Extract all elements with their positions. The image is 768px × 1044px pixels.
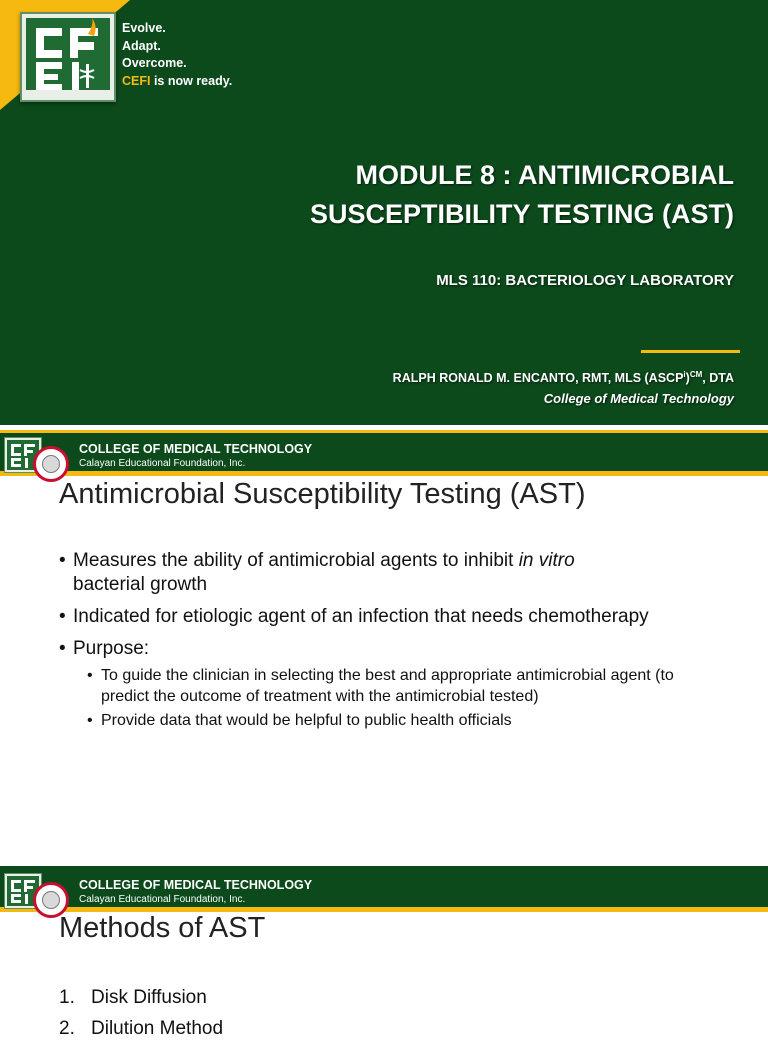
tagline-adapt: Adapt.: [122, 38, 161, 53]
bullet1-text: Measures the ability of antimicrobial agents to inhibit: [73, 550, 519, 571]
bullet-purpose: • Purpose:: [59, 637, 749, 661]
author-sup1: i: [683, 370, 686, 379]
gold-divider: [641, 350, 740, 353]
slide3-heading: Methods of AST: [59, 912, 266, 944]
band-title: COLLEGE OF MEDICAL TECHNOLOGY: [79, 442, 313, 456]
tagline-rest: is now ready.: [150, 73, 233, 88]
foundation-seal: [33, 446, 69, 482]
bullet1-text-cont: bacterial growth: [73, 574, 208, 595]
header-top-stripe: [0, 430, 768, 433]
header-bottom-stripe: [0, 471, 768, 476]
methods-list: [59, 982, 223, 1044]
author-mid: ): [685, 371, 690, 386]
band-subtitle: Calayan Educational Foundation, Inc.: [79, 894, 246, 905]
subbullet-public-health: • Provide data that would be helpful to public health officials: [59, 710, 749, 731]
bullet-indicated: • Indicated for etiologic agent of an infection that needs chemotherapy: [59, 605, 749, 629]
tagline-ready: [122, 73, 232, 91]
author-main: RALPH RONALD M. ENCANTO, RMT, MLS (ASCP: [392, 371, 684, 386]
cefi-logo: [20, 12, 116, 102]
module-title: [134, 156, 734, 234]
author-name: [393, 370, 734, 385]
method-number: 1.: [59, 987, 75, 1008]
college-name: College of Medical Technology: [543, 391, 734, 406]
method-item: [59, 982, 223, 1013]
bullet-measures: [59, 549, 749, 597]
method-item: [59, 1013, 223, 1044]
title-slide: [0, 0, 768, 425]
tagline: [122, 20, 232, 90]
band-subtitle: Calayan Educational Foundation, Inc.: [79, 458, 246, 469]
author-end: , DTA: [702, 371, 734, 386]
slide2-header-band: [0, 430, 768, 476]
bullet1-italic: in vitro: [518, 550, 575, 571]
tagline-evolve: Evolve.: [122, 21, 166, 35]
method-number: 2.: [59, 1018, 75, 1039]
subbullet-guide: • To guide the clinician in selecting the best and appropriate antimicrobial agent (to predict the outcome of treatment with the antimicrobial tested): [59, 665, 749, 707]
band-title: COLLEGE OF MEDICAL TECHNOLOGY: [79, 878, 313, 892]
tagline-brand: CEFI: [122, 73, 151, 88]
method-text: Disk Diffusion: [91, 987, 207, 1008]
method-text: Dilution Method: [91, 1018, 224, 1039]
module-title-line2: SUSCEPTIBILITY TESTING (AST): [309, 199, 734, 229]
module-title-line1: MODULE 8 : ANTIMICROBIAL: [355, 160, 734, 190]
tagline-overcome: Overcome.: [122, 56, 187, 70]
author-sup2: CM: [689, 370, 703, 379]
slide3-header-band: [0, 866, 768, 912]
slide2-bullets: [59, 549, 749, 734]
course-code: MLS 110: BACTERIOLOGY LABORATORY: [436, 272, 734, 289]
slide2-heading: Antimicrobial Susceptibility Testing (AST): [59, 478, 586, 510]
